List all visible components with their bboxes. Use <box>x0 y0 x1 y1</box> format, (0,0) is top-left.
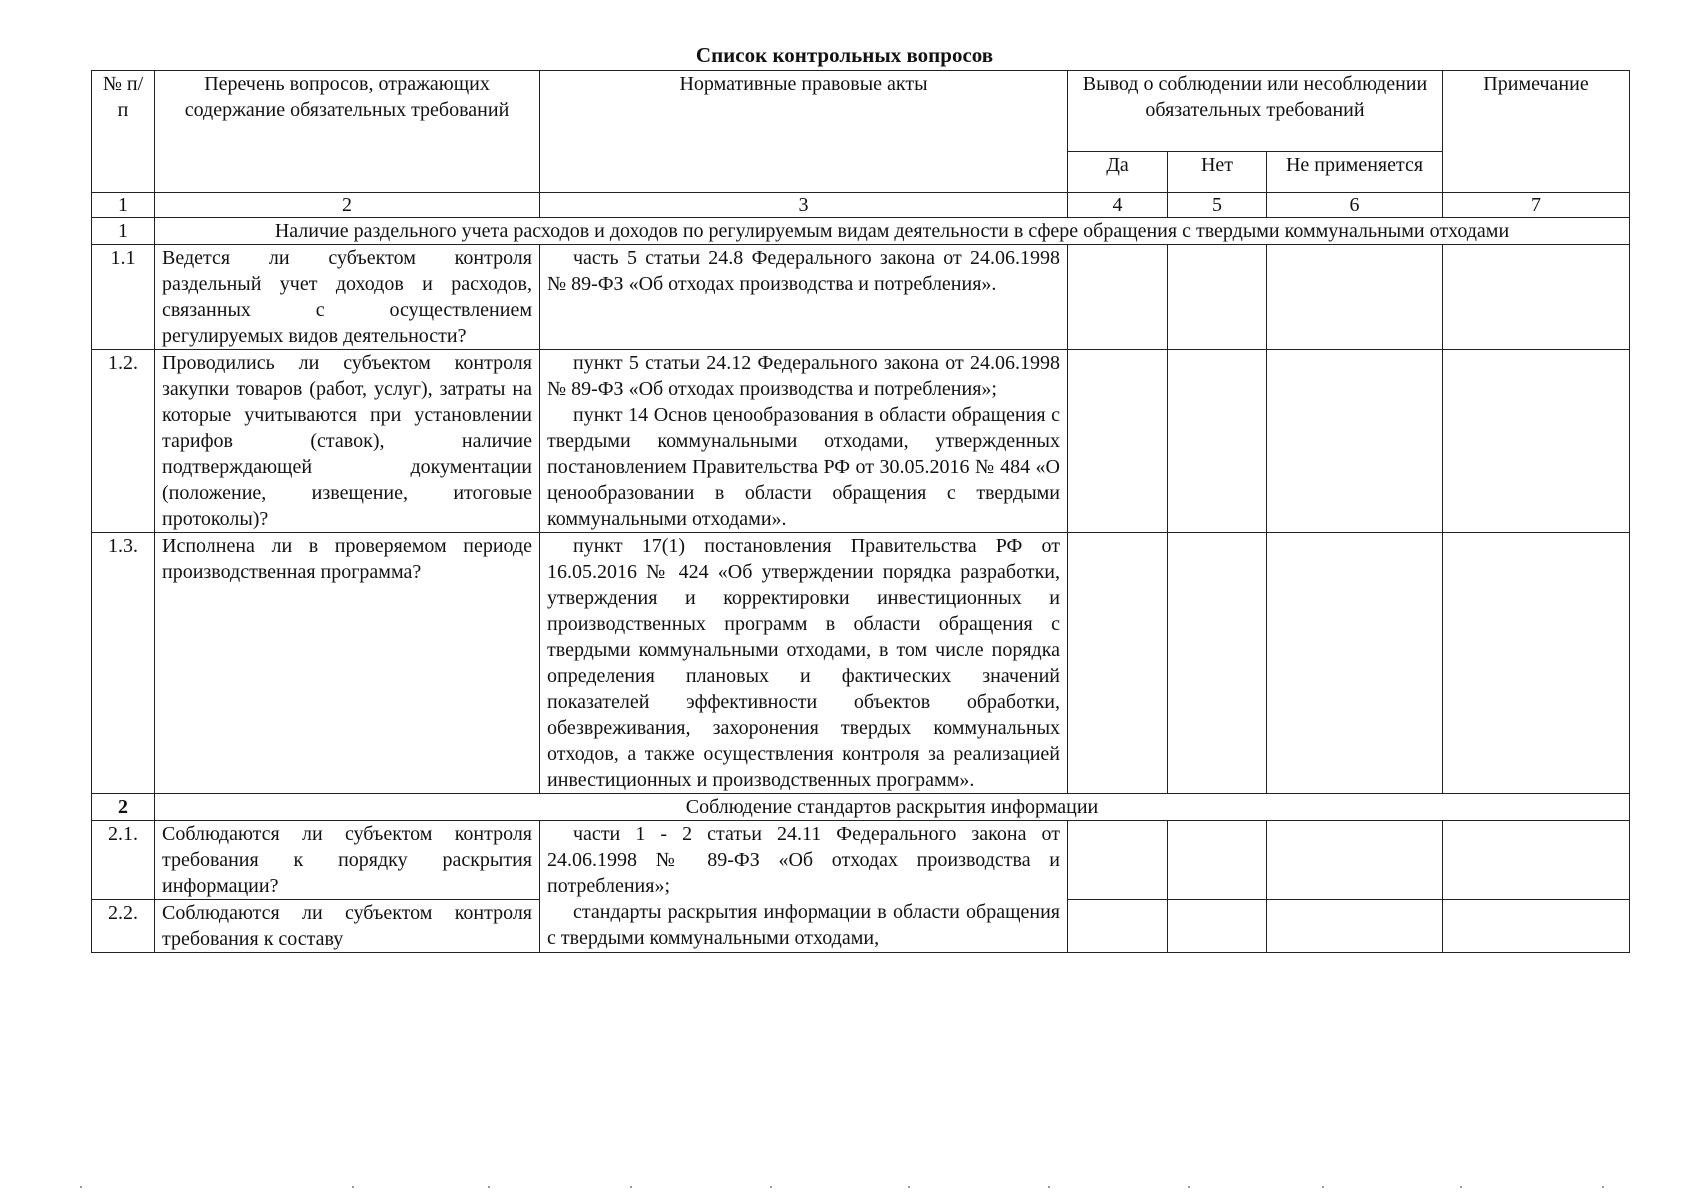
cell-yes <box>1068 533 1168 794</box>
cell-not-applicable <box>1267 900 1443 953</box>
cell-no <box>1168 245 1267 350</box>
table-row <box>92 821 1630 900</box>
cell-no <box>1168 350 1267 533</box>
legal-act-paragraph: части 1 - 2 статьи 24.11 Федерального закона от 24.06.1998 № 89-ФЗ «Об отходах производства и потребления»; <box>547 823 1060 897</box>
section-title: Наличие раздельного учета расходов и доходов по регулируемым видам деятельности в сфере обращения с твердыми коммунальными отходами <box>155 218 1630 245</box>
row-question: Соблюдаются ли субъектом контроля требования к порядку раскрытия информации? <box>155 821 540 900</box>
section-row <box>92 794 1630 821</box>
row-question: Соблюдаются ли субъектом контроля требования к составу <box>155 900 540 953</box>
row-number: 2.1. <box>92 821 155 900</box>
legal-act-paragraph: пункт 17(1) постановления Правительства РФ от 16.05.2016 № 424 «Об утверждении порядка разработки, утверждения и корректировки инвестиционных и производственных программ в области обращения с твердыми коммунальными отходами, в том числе порядка определения плановых и фактических значений показателей эффективности объектов обработки, обезвреживания, захоронения твердых коммунальных отходов, а также осуществления контроля за реализацией инвестиционных и производственных программ». <box>547 535 1060 791</box>
cell-yes <box>1068 350 1168 533</box>
scan-dot <box>1602 1186 1604 1188</box>
row-question: Проводились ли субъектом контроля закупки товаров (работ, услуг), затраты на которые учитываются при установлении тарифов (ставок), наличие подтверждающей документации (положение, извещение, итоговые протоколы)? <box>155 350 540 533</box>
cell-note <box>1443 533 1630 794</box>
table-row <box>92 533 1630 794</box>
header-compliance-conclusion: Вывод о соблюдении или несоблюдении обязательных требований <box>1068 71 1443 152</box>
table-row <box>92 350 1630 533</box>
header-no: Нет <box>1168 152 1267 193</box>
scan-dot <box>1460 1186 1462 1188</box>
scan-dot <box>1188 1186 1190 1188</box>
header-row <box>92 71 1630 152</box>
cell-no <box>1168 533 1267 794</box>
cell-not-applicable <box>1267 245 1443 350</box>
cell-note <box>1443 821 1630 900</box>
header-number: № п/п <box>92 71 155 193</box>
column-number: 1 <box>92 193 155 218</box>
header-questions: Перечень вопросов, отражающих содержание обязательных требований <box>155 71 540 193</box>
legal-act-paragraph: пункт 14 Основ ценообразования в области обращения с твердыми коммунальными отходами, утвержденных постановлением Правительства РФ от 30.05.2016 № 484 «О ценообразовании в области обращения с твердыми коммунальными отходами». <box>547 404 1060 530</box>
column-number: 5 <box>1168 193 1267 218</box>
header-note: Примечание <box>1443 71 1630 193</box>
row-number: 2.2. <box>92 900 155 953</box>
scan-dot <box>770 1186 772 1188</box>
scan-dot <box>488 1186 490 1188</box>
row-question: Ведется ли субъектом контроля раздельный учет доходов и расходов, связанных с осуществлением регулируемых видов деятельности? <box>155 245 540 350</box>
checklist-table <box>91 70 1630 953</box>
cell-note <box>1443 245 1630 350</box>
cell-note <box>1443 900 1630 953</box>
column-number: 3 <box>540 193 1068 218</box>
cell-not-applicable <box>1267 821 1443 900</box>
scan-dot <box>352 1186 354 1188</box>
scan-dot <box>1048 1186 1050 1188</box>
section-title: Соблюдение стандартов раскрытия информации <box>155 794 1630 821</box>
cell-not-applicable <box>1267 350 1443 533</box>
cell-yes <box>1068 245 1168 350</box>
scan-dot <box>80 1186 82 1188</box>
cell-no <box>1168 900 1267 953</box>
column-number: 7 <box>1443 193 1630 218</box>
cell-yes <box>1068 900 1168 953</box>
legal-act-paragraph: стандарты раскрытия информации в области обращения с твердыми коммунальными отходами, <box>547 901 1060 949</box>
header-not-applicable: Не применяется <box>1267 152 1443 193</box>
section-number: 1 <box>92 218 155 245</box>
column-number: 4 <box>1068 193 1168 218</box>
section-number: 2 <box>92 794 155 821</box>
legal-act-paragraph: пункт 5 статьи 24.12 Федерального закона от 24.06.1998 № 89-ФЗ «Об отходах производства и потребления»; <box>547 352 1060 400</box>
cell-no <box>1168 821 1267 900</box>
cell-note <box>1443 350 1630 533</box>
header-yes: Да <box>1068 152 1168 193</box>
column-number: 2 <box>155 193 540 218</box>
row-number: 1.1 <box>92 245 155 350</box>
row-number: 1.2. <box>92 350 155 533</box>
scan-artifact-dots <box>0 1186 1689 1190</box>
header-legal-acts: Нормативные правовые акты <box>540 71 1068 193</box>
legal-act-paragraph: часть 5 статьи 24.8 Федерального закона от 24.06.1998 № 89-ФЗ «Об отходах производства и потребления». <box>547 247 1060 295</box>
column-number: 6 <box>1267 193 1443 218</box>
row-number: 1.3. <box>92 533 155 794</box>
column-numbers-row <box>92 193 1630 218</box>
row-legal-acts <box>540 533 1068 794</box>
cell-not-applicable <box>1267 533 1443 794</box>
row-question: Исполнена ли в проверяемом периоде производственная программа? <box>155 533 540 794</box>
table-row <box>92 245 1630 350</box>
row-legal-acts <box>540 350 1068 533</box>
cell-yes <box>1068 821 1168 900</box>
scan-dot <box>630 1186 632 1188</box>
scan-dot <box>908 1186 910 1188</box>
page-title: Список контрольных вопросов <box>695 43 994 67</box>
row-legal-acts <box>540 245 1068 350</box>
section-row <box>92 218 1630 245</box>
scan-dot <box>1322 1186 1324 1188</box>
row-legal-acts <box>540 821 1068 953</box>
